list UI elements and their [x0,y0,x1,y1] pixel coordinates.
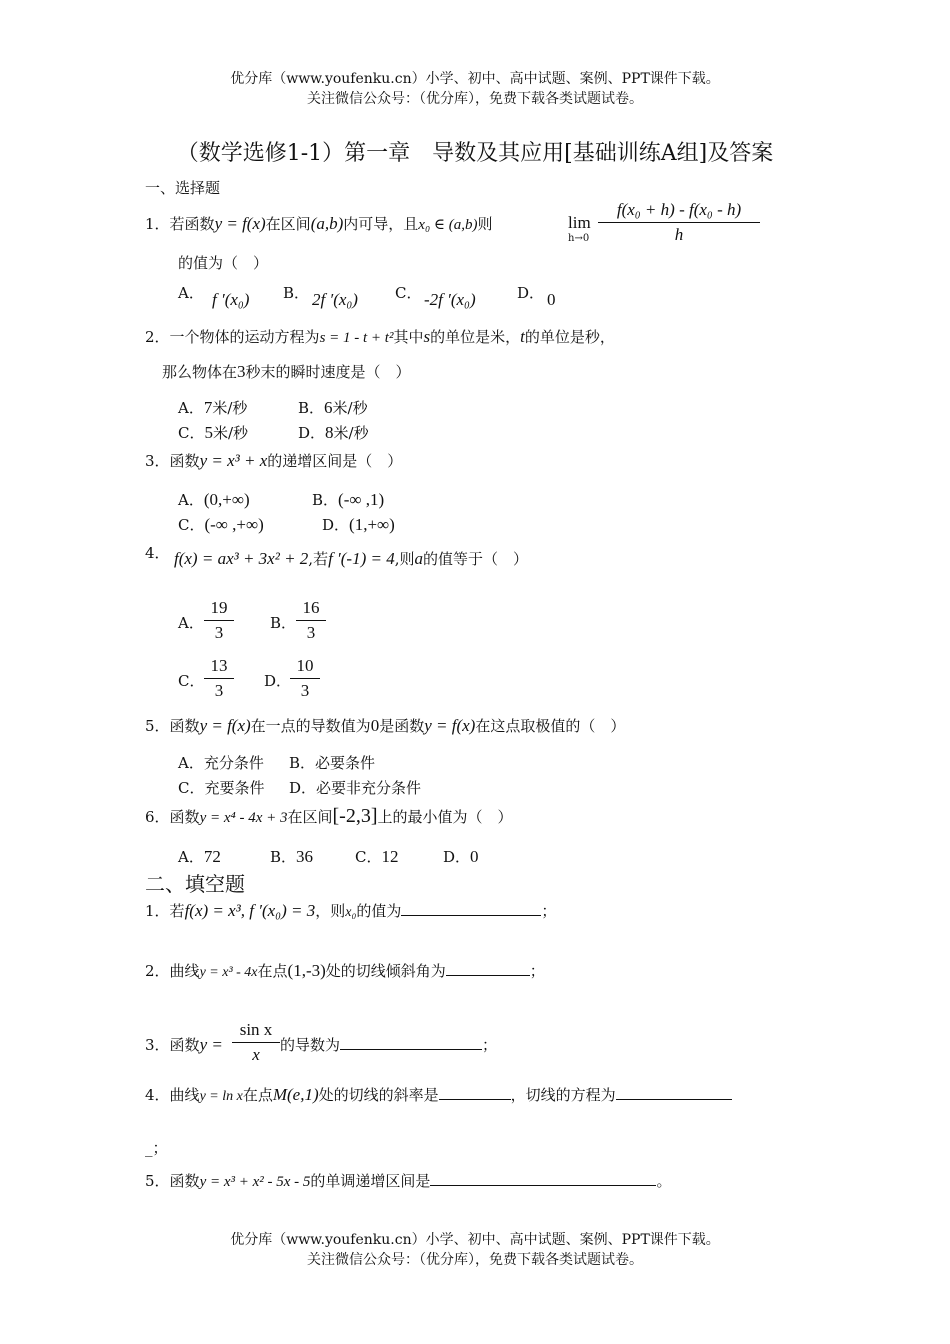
q4-number: 4． [145,544,170,562]
f2-answer-blank[interactable] [446,961,530,976]
q3-option-d-label: D． [322,516,350,534]
q2-option-b [298,397,368,418]
f4-text-b: 在点 [242,1086,273,1104]
q6-option-a [178,846,221,867]
section-heading-fill: 二、填空题 [145,872,245,896]
f3-text-b: 的导数为 [280,1036,341,1054]
q1-text-b: 在区间 [265,215,311,233]
q2-option-d-unit: 米/秒 [333,424,369,442]
f2-text-a: 曲线 [169,962,200,980]
q1-number: 1． [145,215,170,233]
f3-fraction [232,1020,280,1065]
q5-option-c-label: C． [178,779,205,797]
fill-4-continuation: _； [145,1139,168,1157]
q3-option-c-label: C． [178,516,205,534]
f1-text-b: ，则 [315,902,346,920]
f5-number: 5． [145,1172,170,1190]
q5-text-a: 函数 [169,717,200,735]
q6-option-d-value: 0 [470,847,479,866]
q1-option-d-label: D． [517,284,545,302]
q2-option-a [178,397,247,418]
f1-number: 1． [145,902,170,920]
q5-text-d: 在这点取极值的（ ） [475,717,626,735]
q2-option-b-unit: 米/秒 [332,399,368,417]
q3-number: 3． [145,452,170,470]
header-line-1: 优分库（www.youfenku.cn）小学、初中、高中试题、案例、PPT课件下载。 [230,71,720,87]
q2-option-c-unit: 米/秒 [212,424,249,442]
q3-option-a [178,489,250,510]
question-2-line-1 [145,326,615,347]
q4-option-a-num: 19 [204,598,234,621]
section-heading-choice: 一、选择题 [145,179,221,197]
q4-option-c-label: C． [178,672,205,690]
q3-option-c-value: (-∞ ,+∞) [204,515,264,534]
f1-expr: f(x) = x³, f ′(x₀) = 3 [184,901,316,920]
q1-lim-sub: h→0 [568,233,590,244]
q2-line2-a: 那么物体在 [162,363,238,381]
q5-option-b-value: 必要条件 [315,754,376,772]
q5-expr2: y = f(x) [424,716,476,735]
q4-option-c-num: 13 [204,656,234,679]
q4-option-d-den: 3 [300,681,310,700]
q5-option-d-label: D． [289,779,317,797]
q6-option-c-value: 12 [381,847,399,866]
q2-option-a-unit: 米/秒 [212,399,248,417]
fill-4 [145,1084,732,1105]
q2-var-s: s [423,327,431,346]
page-title: （数学选修1-1）第一章 导数及其应用[基础训练A组]及答案 [176,141,774,166]
q5-option-d [289,777,421,798]
q3-option-b [312,489,384,510]
q4-option-b-num: 16 [296,598,326,621]
q2-option-a-value: 7 [203,398,213,417]
header-line-2: 关注微信公众号：（优分库），免费下载各类试题试卷。 [307,91,643,107]
q3-option-b-value: (-∞ ,1) [338,490,385,509]
f1-text-a: 若 [169,902,185,920]
q2-text-c: 的单位是米， [430,328,521,346]
q3-option-d [322,514,395,535]
q3-text-a: 函数 [169,452,200,470]
q2-text-d: 的单位是秒， [524,328,615,346]
q5-option-a-value: 充分条件 [203,754,264,772]
q6-interval: [-2,3] [332,805,378,827]
q1-text-d: 则 [477,215,493,233]
f2-text-b: 在点 [257,962,288,980]
f5-end: 。 [656,1172,672,1190]
f4-point: M(e,1) [272,1085,319,1104]
f3-answer-blank[interactable] [340,1035,482,1050]
q6-option-a-value: 72 [203,847,221,866]
q6-option-b-label: B． [270,848,297,866]
q6-option-c [355,846,398,867]
q3-option-a-value: (0,+∞) [203,490,250,509]
q5-number: 5． [145,717,170,735]
q5-option-b-label: B． [289,754,316,772]
q4-expr: f(x) = ax³ + 3x² + 2 [174,549,309,568]
q6-option-a-label: A． [178,848,204,866]
q4-option-a-label: A． [178,614,204,632]
q1-expr-func: y = f(x) [214,214,266,233]
q4-option-b-den: 3 [306,623,316,642]
q5-expr: y = f(x) [199,716,251,735]
q6-option-d [443,846,479,867]
f5-expr: y = x³ + x² - 5x - 5 [199,1174,311,1190]
q3-expr: y = x³ + x [199,451,268,470]
q6-option-b-value: 36 [296,847,314,866]
f1-answer-blank[interactable] [401,901,541,916]
q2-option-b-value: 6 [324,398,333,417]
question-4 [174,548,528,569]
question-1-line-2: 的值为（ ） [178,254,269,272]
question-1-line-1 [145,213,493,234]
q5-option-a [178,752,264,773]
q2-option-d-value: 8 [325,423,334,442]
question-5 [145,715,625,736]
q1-option-a-value: f ′(x₀) [212,290,250,309]
f3-frac-num: sin x [232,1020,280,1043]
q1-option-b-value: 2f ′(x₀) [312,290,358,309]
fill-2 [145,960,545,981]
q2-option-d-label: D． [298,424,326,442]
q4-text-b: ,则 [394,550,415,568]
fill-5 [145,1170,671,1191]
q2-option-b-label: B． [298,399,325,417]
f4-expr: y = ln x [199,1089,243,1104]
f1-end: ； [541,902,557,920]
f4-text-d: ，切线的方程为 [510,1086,616,1104]
q4-text-c: 的值等于（ ） [423,550,529,568]
question-2-line-2 [162,361,411,382]
f5-answer-blank[interactable] [430,1171,656,1186]
f3-number: 3． [145,1036,170,1054]
q1-lim: lim [568,213,591,232]
f4-number: 4． [145,1086,170,1104]
q1-frac-den: h [674,225,684,244]
q6-number: 6． [145,808,170,826]
footer-line-2: 关注微信公众号：（优分库），免费下载各类试题试卷。 [307,1252,643,1268]
q4-option-d-num: 10 [290,656,320,679]
fill-3-tail [280,1034,497,1055]
q3-option-a-label: A． [178,491,204,509]
f1-text-c: 的值为 [356,902,402,920]
f3-frac-den: x [252,1045,260,1064]
f4-text-c: 处的切线的斜率是 [318,1086,439,1104]
q4-option-b-label: B． [270,614,297,632]
q4-option-b-fraction [296,598,326,643]
question-3 [145,450,402,471]
f2-number: 2． [145,962,170,980]
q2-text-b: 其中 [393,328,424,346]
q2-var-t: t [520,327,525,346]
q5-zero: 0 [370,716,380,735]
f2-text-c: 处的切线倾斜角为 [325,962,446,980]
q6-option-d-label: D． [443,848,471,866]
q5-option-c [178,777,265,798]
q4-expr2: f ′(-1) = 4 [328,549,395,568]
q6-text-c: 上的最小值为（ ） [377,808,513,826]
f4-slope-blank[interactable] [439,1085,511,1100]
q4-option-a-fraction [204,598,234,643]
q3-text-b: 的递增区间是（ ） [267,452,403,470]
q1-text-c: 内可导，且 [343,215,419,233]
q1-expr-interval: (a,b) [310,214,344,233]
question-6 [145,805,513,828]
q1-option-a-label: A． [178,284,204,302]
q4-option-a-den: 3 [214,623,224,642]
q3-option-d-value: (1,+∞) [349,515,395,534]
f4-text-a: 曲线 [169,1086,200,1104]
f3-text-a: 函数 [169,1036,200,1054]
q6-text-b: 在区间 [287,808,333,826]
fill-1 [145,900,556,921]
q2-option-a-label: A． [178,399,204,417]
q2-line2-b: 秒末的瞬时速度是（ ） [245,363,411,381]
q1-option-b-label: B． [283,284,310,302]
q2-option-c-value: 5 [204,423,213,442]
q6-option-c-label: C． [355,848,382,866]
q1-option-d-value: 0 [547,290,556,309]
q6-option-b [270,846,313,867]
q5-text-c: 是函数 [379,717,425,735]
q5-option-c-value: 充要条件 [204,779,265,797]
q5-option-d-value: 必要非充分条件 [316,779,422,797]
q5-option-b [289,752,375,773]
q5-text-b: 在一点的导数值为 [250,717,371,735]
q2-expr: s = 1 - t + t² [319,330,394,346]
f3-lhs: y = [199,1035,223,1054]
q3-option-b-label: B． [312,491,339,509]
f2-point: (1,-3) [287,961,326,980]
f2-expr: y = x³ - 4x [199,965,258,980]
q4-option-c-fraction [204,656,234,701]
q2-text-a: 一个物体的运动方程为 [169,328,320,346]
q6-expr: y = x⁴ - 4x + 3 [199,810,288,826]
f2-end: ； [529,962,545,980]
q4-option-d-fraction [290,656,320,701]
q4-option-c-den: 3 [214,681,224,700]
footer-line-1: 优分库（www.youfenku.cn）小学、初中、高中试题、案例、PPT课件下载。 [230,1232,720,1248]
q6-text-a: 函数 [169,808,200,826]
q4-option-d-label: D． [264,672,292,690]
q4-var-a: a [414,549,424,568]
q2-option-c-label: C． [178,424,205,442]
q1-text-a: 若函数 [169,215,215,233]
q4-text-a: ,若 [308,550,329,568]
q5-option-a-label: A． [178,754,204,772]
q1-frac-num: f(x₀ + h) - f(x₀ - h) [598,200,760,223]
fill-3 [145,1034,223,1055]
f4-equation-blank[interactable] [616,1085,732,1100]
f5-text-a: 函数 [169,1172,200,1190]
q1-fraction [598,200,760,245]
q1-option-c-label: C． [395,284,422,302]
q2-number: 2． [145,328,170,346]
f1-var: x₀ [345,905,357,920]
q1-option-c-value: -2f ′(x₀) [424,290,476,309]
q1-expr-x0: x₀ ∈ (a,b) [418,217,478,233]
q2-line2-num: 3 [237,362,246,381]
f3-end: ； [482,1036,498,1054]
q2-option-d [298,422,369,443]
q2-option-c [178,422,248,443]
f5-text-b: 的单调递增区间是 [310,1172,431,1190]
q3-option-c [178,514,264,535]
